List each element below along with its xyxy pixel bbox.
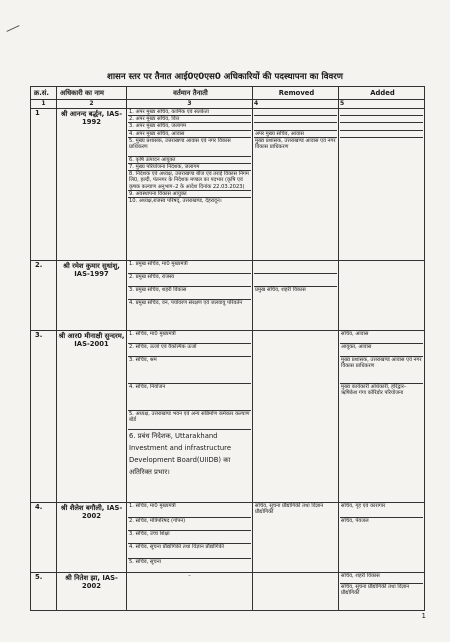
row-sn: 4.	[31, 503, 57, 573]
added-item	[340, 131, 423, 138]
posting-item: 2. प्रमुख सचिव, राजस्व	[128, 274, 251, 287]
current-postings	[127, 573, 253, 611]
officer-name: श्री आर0 मीनाक्षी सुन्दरम, IAS-2001	[57, 331, 127, 503]
posting-item: 4. अपर मुख्य सचिव, आवास	[128, 131, 251, 138]
table-row	[31, 109, 425, 261]
removed-postings	[253, 573, 339, 611]
header-row	[31, 87, 425, 100]
added-item: सचिव, सूचना प्रौद्योगिकी तथा विज्ञान प्रौद्योगिकी	[341, 584, 410, 597]
officer-name: श्री रमेश कुमार सुधांशु, IAS-1997	[57, 261, 127, 331]
posting-item: 3. प्रमुख सचिव, शहरी विकास	[128, 287, 251, 300]
added-item	[340, 116, 423, 123]
header-added: Added	[339, 87, 425, 100]
posting-item: 3. सचिव, उच्च शिक्षा	[128, 531, 251, 544]
removed-item	[254, 109, 337, 116]
added-item: मुख्य प्रशासक, उत्तराखण्ड आवास एवं नगर विकास प्राधिकरण	[340, 357, 423, 384]
removed-item	[254, 261, 337, 274]
posting-item: 5. मुख्य प्रशासक, उत्तराखण्ड आवास एवं नगर विकास प्राधिकरण	[128, 138, 251, 157]
added-item	[340, 123, 423, 130]
added-postings	[339, 503, 425, 573]
removed-item	[254, 274, 337, 287]
posting-item: 4. सचिव, सूचना प्रौद्योगिकी तथा विज्ञान प्रौद्योगिकी	[128, 544, 251, 559]
posting-item: 8. निदेशक एवं अध्यक्ष, उत्तराखण्ड बीज एवं तराई विकास निगम लि0, हल्दी, पंतनगर के निदेशक मण्डल का पदभार (कृषि एवं कृषक कल्याण अनुभाग–2 के आदेश दिनांक 22.03.2023)	[128, 171, 251, 191]
row-sn: 2.	[31, 261, 57, 331]
table-row	[31, 573, 425, 611]
posting-item: 1. अपर मुख्य सचिव, कार्मिक एवं सतर्कता	[128, 109, 251, 116]
added-item: मुख्य कार्यकारी अधिकारी, हरिद्वार–ऋषिकेश गंगा कॉरिडोर परियोजना	[341, 384, 407, 397]
posting-item: 7. मुख्य परियोजना निदेशक, जलागम	[128, 164, 251, 171]
posting-item: 2. अपर मुख्य सचिव, वित्त	[128, 116, 251, 123]
posting-item: 2. सचिव, ऊर्जा एवं वैकल्पिक ऊर्जा	[128, 344, 251, 357]
row-sn: 3.	[31, 331, 57, 503]
col-number: 3	[127, 100, 253, 109]
header-removed: Removed	[253, 87, 339, 100]
table-body	[31, 109, 425, 611]
table-row	[31, 503, 425, 573]
added-item: सचिव, पेयजल	[341, 518, 369, 524]
removed-item	[254, 123, 337, 130]
added-item	[340, 138, 423, 156]
posting-item: 4. प्रमुख सचिव, वन, पर्यावरण संरक्षण एवं जलवायु परिवर्तन	[129, 300, 243, 306]
posting-item: 6. कृषि उत्पादन आयुक्त	[128, 157, 251, 164]
officer-name: श्री आनन्द बर्द्धन, IAS-1992	[57, 109, 127, 261]
added-item: आयुक्त, आवास	[340, 344, 423, 357]
row-sn: 1	[31, 109, 57, 261]
posting-item: 1. प्रमुख सचिव, मा0 मुख्यमंत्री	[128, 261, 251, 274]
pen-mark	[6, 25, 19, 32]
current-postings	[127, 109, 253, 261]
posting-item: 2. सचिव, मंत्रिपरिषद (गोपन)	[128, 518, 251, 531]
posting-item: 5. अध्यक्ष, उत्तराखण्ड भवन एवं अन्य सन्निर्माण कर्मकार कल्याण बोर्ड	[128, 411, 251, 430]
document-title: शासन स्तर पर तैनात आई0ए0एस0 अधिकारियों की पदस्थापना का विवरण	[106, 72, 343, 82]
header-current: वर्तमान तैनाती	[127, 87, 253, 100]
current-postings	[127, 503, 253, 573]
added-postings	[339, 573, 425, 611]
officer-name: श्री शैलेश बगौली, IAS-2002	[57, 503, 127, 573]
table-row	[31, 261, 425, 331]
posting-item: –	[188, 573, 191, 579]
posting-item: 10. अध्यक्ष,राजस्व परिषद्, उत्तराखण्ड, देहरादून।	[129, 198, 222, 205]
added-postings	[339, 261, 425, 331]
current-postings	[127, 261, 253, 331]
posting-item: 5. सचिव, सूचना	[129, 559, 161, 565]
header-sn: क्र.सं.	[31, 87, 57, 100]
added-item: सचिव, शहरी विकास	[340, 573, 423, 584]
removed-item: प्रमुख सचिव, शहरी विकास	[255, 287, 306, 293]
page-number: 1	[421, 612, 426, 620]
removed-postings	[253, 109, 339, 261]
added-item: सचिव, गृह एवं कारागार	[340, 503, 423, 518]
removed-postings	[253, 503, 339, 573]
added-item: सचिव, आवास	[340, 331, 423, 344]
posting-item: 3. सचिव, श्रम	[128, 357, 251, 384]
removed-item: अपर मुख्य सचिव, आवास	[254, 131, 337, 138]
posting-item: 6. प्रबंध निदेशक, Uttarakhand Investment and infrastructure Development Board(UIIDB) का अतिरिक्त प्रभार।	[129, 432, 231, 476]
postings-table	[30, 86, 425, 611]
posting-item: 3. अपर मुख्य सचिव, जलागम	[128, 123, 251, 130]
added-item	[340, 109, 423, 116]
col-number: 5	[339, 100, 425, 109]
removed-postings	[253, 261, 339, 331]
posting-item: 9. अवस्थापना विकास आयुक्त	[128, 191, 251, 198]
officer-name: श्री नितेश झा, IAS-2002	[57, 573, 127, 611]
table-row	[31, 331, 425, 503]
posting-item: 1. सचिव, मा0 मुख्यमंत्री	[128, 331, 251, 344]
column-number-row	[31, 100, 425, 109]
added-postings	[339, 109, 425, 261]
removed-item	[254, 116, 337, 123]
col-number: 2	[57, 100, 127, 109]
added-postings	[339, 331, 425, 503]
removed-item: मुख्य प्रशासक, उत्तराखण्ड आवास एवं नगर विकास प्राधिकरण	[255, 137, 336, 150]
posting-item: 4. सचिव, नियोजन	[128, 384, 251, 411]
row-sn: 5.	[31, 573, 57, 611]
current-postings	[127, 331, 253, 503]
removed-postings	[253, 331, 339, 503]
posting-item: 1. सचिव, मा0 मुख्यमंत्री	[128, 503, 251, 518]
col-number: 4	[253, 100, 339, 109]
header-name: अधिकारी का नाम	[57, 87, 127, 100]
col-number: 1	[31, 100, 57, 109]
removed-item: सचिव, सूचना प्रौद्योगिकी तथा विज्ञान प्रौद्योगिकी	[255, 503, 324, 516]
